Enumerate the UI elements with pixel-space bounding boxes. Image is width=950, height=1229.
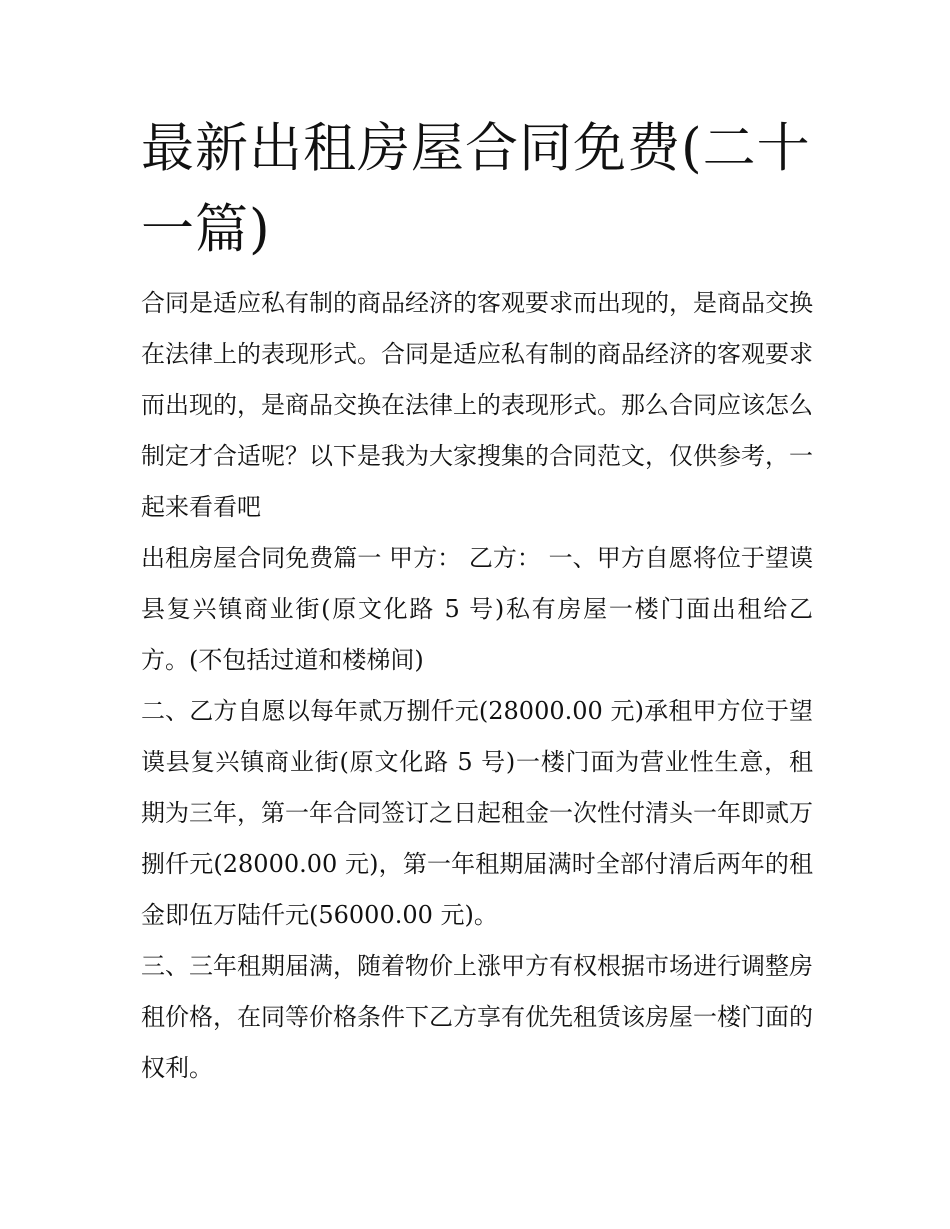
paragraph-clause-2: 二、乙方自愿以每年贰万捌仟元(28000.00 元)承租甲方位于望谟县复兴镇商业街(原文化路 5 号)一楼门面为营业性生意，租期为三年，第一年合同签订之日起租金一次性付清头一年即贰万捌仟元(28000.00 元)，第一年租期届满时全部付清后两年的租金即伍万陆仟元(56000.00 元)。: [141, 697, 813, 929]
paragraph-clause-3: 三、三年租期届满，随着物价上涨甲方有权根据市场进行调整房租价格，在同等价格条件下乙方享有优先租赁该房屋一楼门面的权利。: [141, 952, 813, 1082]
document-page: [141, 108, 813, 1094]
document-title: 最新出租房屋合同免费(二十一篇): [141, 118, 811, 260]
paragraph-intro: 合同是适应私有制的商品经济的客观要求而出现的，是商品交换在法律上的表现形式。合同是适应私有制的商品经济的客观要求而出现的，是商品交换在法律上的表现形式。那么合同应该怎么制定才合适呢？以下是我为大家搜集的合同范文，仅供参考，一起来看看吧: [141, 289, 813, 521]
paragraph-clause-1: 出租房屋合同免费篇一 甲方： 乙方： 一、甲方自愿将位于望谟县复兴镇商业街(原文化路 5 号)私有房屋一楼门面出租给乙方。(不包括过道和楼梯间): [141, 544, 813, 674]
